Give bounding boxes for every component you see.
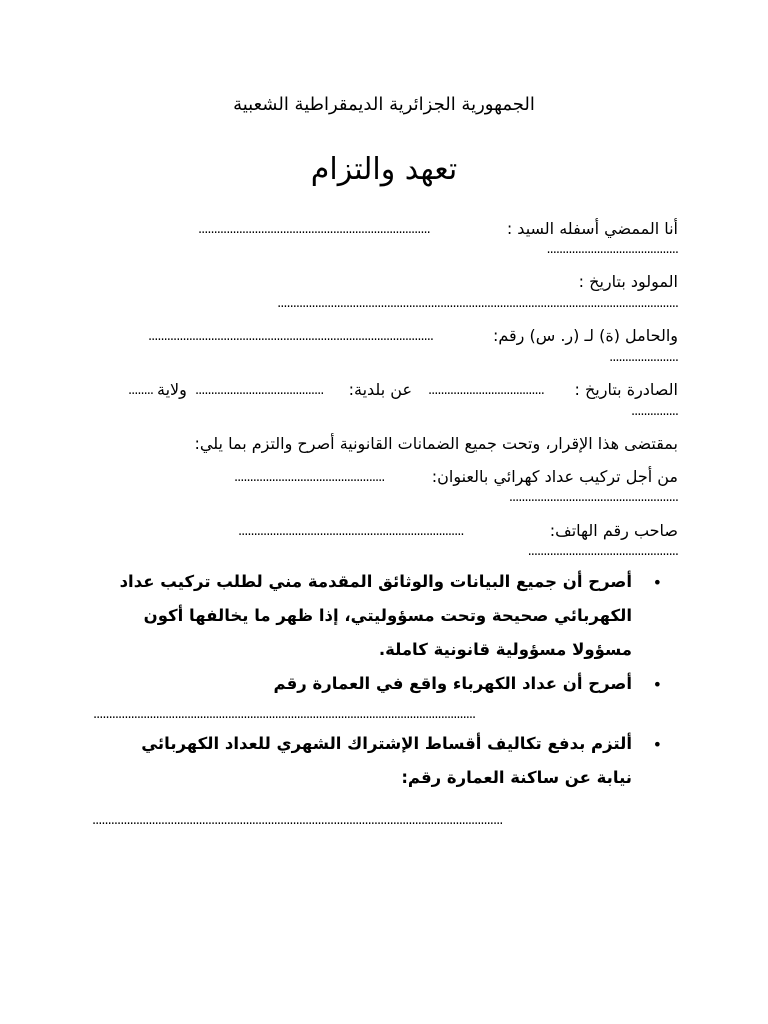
birth-label: المولود بتاريخ : (578, 272, 678, 291)
wilaya-dots: ........ (128, 383, 154, 398)
phone-label: صاحب رقم الهاتف: (549, 521, 678, 540)
install-address-label: من أجل تركيب عداد كهرائي بالعنوان: (431, 467, 678, 486)
commune-label: عن بلدية: (348, 380, 412, 399)
republic-heading: الجمهورية الجزائرية الديمقراطية الشعبية (233, 94, 535, 115)
wilaya-label: ولاية (157, 380, 187, 399)
declaration-3-line-1: ألتزم بدفع تكاليف أقساط الإشتراك الشهري للعداد الكهربائي (141, 734, 632, 753)
bullet-3: • (652, 735, 662, 754)
declaration-1-line-1: أصرح أن جميع البيانات والوثائق المقدمة مني لطلب تركيب عداد (119, 572, 632, 591)
phone-continuation: ................................................ (527, 544, 678, 559)
issued-continuation: ............... (631, 404, 678, 419)
id-label: والحامل (ة) لـ (ر. س) رقم: (492, 326, 678, 345)
install-address-continuation: ...................................................... (508, 490, 678, 505)
issued-dots: ..................................... (428, 383, 544, 398)
commune-dots: ......................................... (195, 383, 324, 398)
pursuant-statement: بمقتضى هذا الإقرار، وتحت جميع الضمانات القانونية أصرح والتزم بما يلي: (194, 434, 678, 453)
birth-continuation: ................................................................................................................................ (277, 296, 678, 311)
declaration-3-dots: ................................................................................................................................... (92, 813, 503, 828)
id-dots: ........................................................................................... (148, 329, 434, 344)
declaration-1-line-2: الكهربائي صحيحة وتحت مسؤوليتي، إذا ظهر ما يخالفها أكون (143, 606, 632, 625)
document-title: تعهد والتزام (310, 152, 458, 187)
declaration-3-line-2: نيابة عن ساكنة العمارة رقم: (401, 768, 632, 787)
phone-dots: ........................................................................ (238, 524, 464, 539)
install-address-dots: ................................................ (234, 470, 385, 485)
signee-label: أنا الممضي أسفله السيد : (506, 219, 678, 238)
id-continuation: ...................... (609, 350, 678, 365)
declaration-2-line-1: أصرح أن عداد الكهرباء واقع في العمارة رقم (273, 674, 632, 693)
bullet-2: • (652, 675, 662, 694)
bullet-1: • (652, 573, 662, 592)
declaration-2-dots: .......................................................................................................................... (93, 707, 476, 722)
declaration-1-line-3: مسؤولا مسؤولية قانونية كاملة. (378, 640, 632, 659)
signee-dots: .......................................................................... (198, 222, 430, 237)
issued-label: الصادرة بتاريخ : (574, 380, 678, 399)
signee-continuation: .......................................... (546, 242, 678, 257)
